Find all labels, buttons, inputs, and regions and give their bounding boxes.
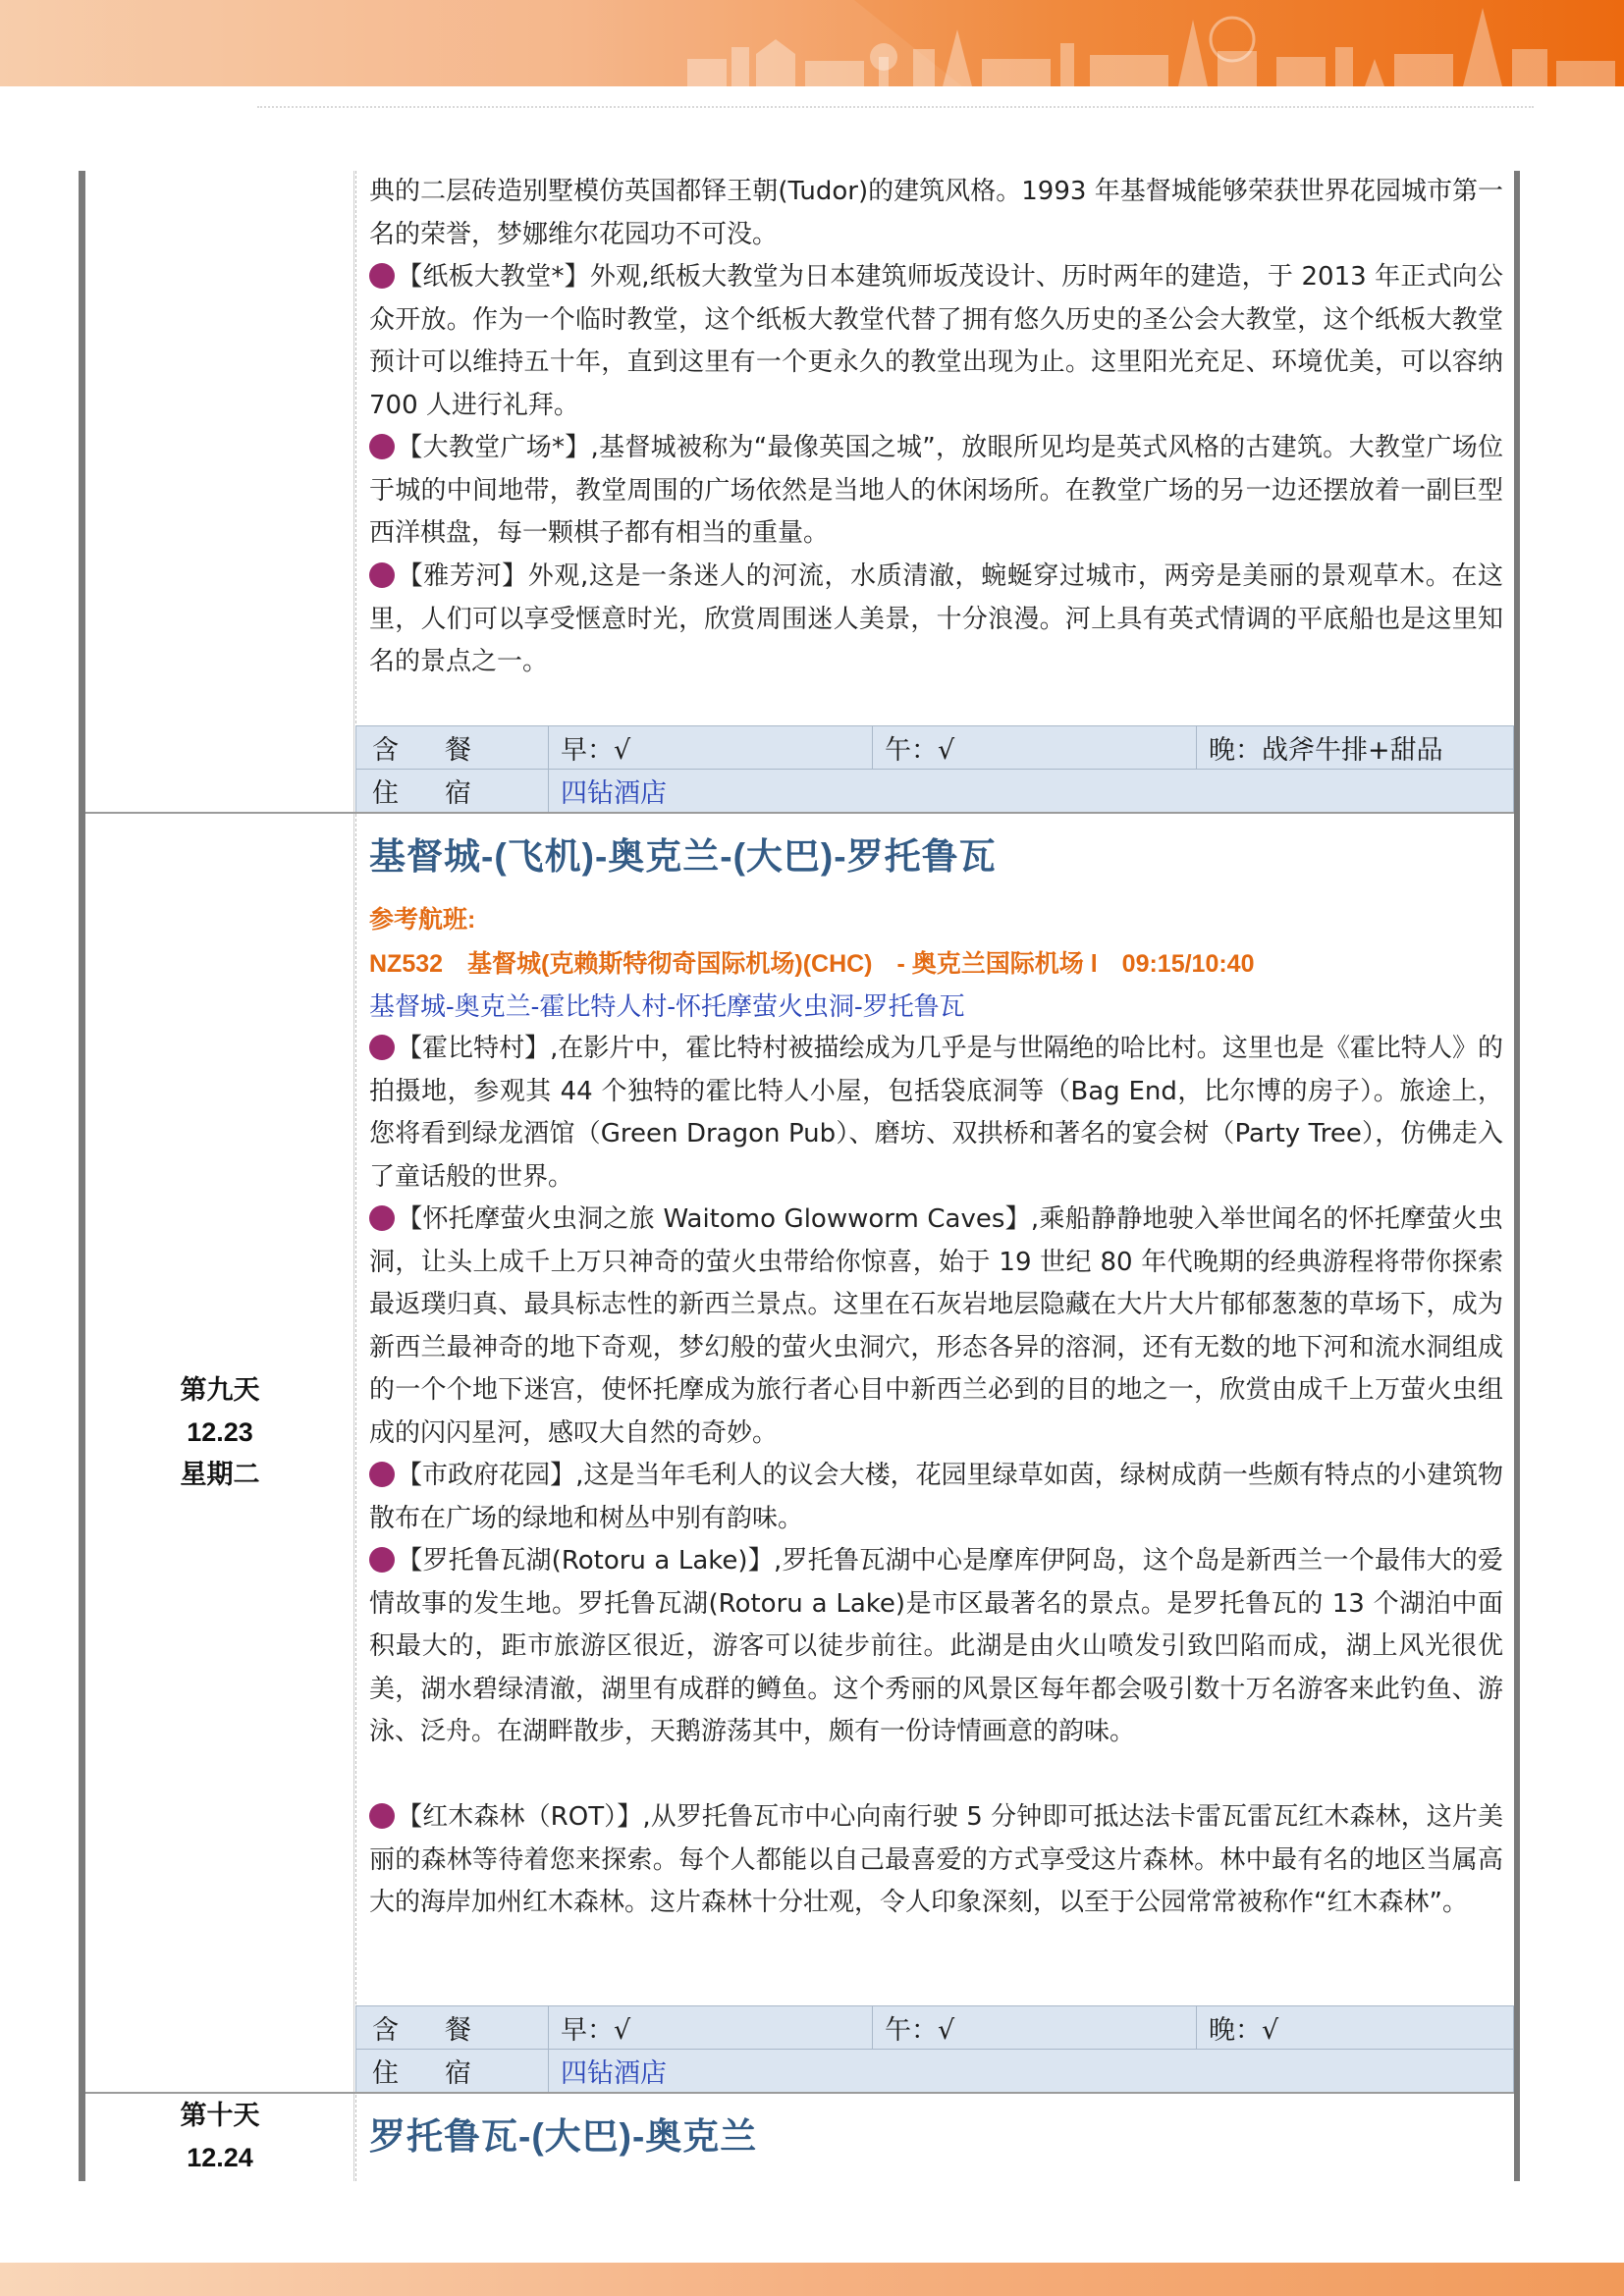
day9-day: 第九天 [180, 1375, 260, 1405]
day8-paragraph-avon-river: 【雅芳河】外观,这是一条迷人的河流，水质清澈，蜿蜒穿过城市，两旁是美丽的景观草木。在这里，人们可以享受惬意时光，欣赏周围迷人美景，十分浪漫。河上具有英式情调的平底船也是这里知名的景点之一。 [369, 561, 1503, 676]
day8-paragraph-cardboard-cathedral: 【纸板大教堂*】外观,纸板大教堂为日本建筑师坂茂设计、历时两年的建造，于 2013 年正式向公众开放。作为一个临时教堂，这个纸板大教堂代替了拥有悠久历史的圣公会大教堂，这个纸板大教堂预计可以维持五十年，直到这里有一个更永久的教堂出现为止。这里阳光充足、环境优美，可以容纳 700 人进行礼拜。 [369, 262, 1503, 420]
breakfast-cell: 早：√ [549, 2006, 873, 2050]
day9-paragraph-government-gardens: 【市政府花园】,这是当年毛利人的议会大楼，花园里绿草如茵，绿树成荫一些颇有特点的小建筑物散布在广场的绿地和树丛中别有韵味。 [369, 1461, 1503, 1533]
hotel-row [356, 770, 1514, 813]
day8-meals-table [355, 725, 1514, 813]
day10-label [85, 2095, 354, 2179]
header-divider [257, 106, 1534, 108]
header-band [0, 0, 1624, 86]
meals-label: 含 餐 [356, 726, 549, 770]
bullet-icon [369, 562, 395, 588]
bullet-icon [369, 1205, 395, 1231]
bullet-icon [369, 1035, 395, 1060]
day9-weekday: 星期二 [180, 1460, 260, 1489]
day10-date: 12.24 [187, 2143, 253, 2172]
bullet-icon [369, 1803, 395, 1829]
day9-route: 基督城-奥克兰-霍比特人村-怀托摩萤火虫洞-罗托鲁瓦 [369, 991, 965, 1021]
lunch-cell: 午：√ [873, 2006, 1197, 2050]
bullet-icon [369, 263, 395, 289]
flight-info: NZ532 基督城(克赖斯特彻奇国际机场)(CHC) - 奥克兰国际机场 l 09:15/10:40 [369, 950, 1255, 978]
day9-paragraph-waitomo: 【怀托摩萤火虫洞之旅 Waitomo Glowworm Caves】,乘船静静地驶入举世闻名的怀托摩萤火虫洞，让头上成千上万只神奇的萤火虫带给你惊喜，始于 19 世纪 80 年代晚期的经典游程将带你探索最返璞归真、最具标志性的新西兰景点。这里在石灰岩地层隐藏在大片大片郁郁葱葱的草场下，成为新西兰最神奇的地下奇观，梦幻般的萤火虫洞穴，形态各异的溶洞，还有无数的地下河和流水洞组成的一个个地下迷宫，使怀托摩成为旅行者心目中新西兰必到的目的地之一，欣赏由成千上万萤火虫组成的闪闪星河，感叹大自然的奇妙。 [369, 1204, 1503, 1448]
meals-label: 含 餐 [356, 2006, 549, 2050]
day9-paragraph-hobbiton: 【霍比特村】,在影片中，霍比特村被描绘成为几乎是与世隔绝的哈比村。这里也是《霍比特人》的拍摄地，参观其 44 个独特的霍比特人小屋，包括袋底洞等（Bag End，比尔博的房子）。旅途上，您将看到绿龙酒馆（Green Dragon Pub）、磨坊、双拱桥和著名的宴会树（Party Tree），仿佛走入了童话般的世界。 [369, 1034, 1503, 1192]
day9-paragraph-lake-rotorua: 【罗托鲁瓦湖(Rotoru a Lake)】,罗托鲁瓦湖中心是摩库伊阿岛，这个岛是新西兰一个最伟大的爱情故事的发生地。罗托鲁瓦湖(Rotoru a Lake)是市区最著名的景点。是罗托鲁瓦的 13 个湖泊中面积最大的，距市旅游区很近，游客可以徒步前往。此湖是由火山喷发引致凹陷而成，湖上风光很优美，湖水碧绿清澈，湖里有成群的鳟鱼。这个秀丽的风景区每年都会吸引数十万名游客来此钓鱼、游泳、泛舟。在湖畔散步，天鹅游荡其中，颇有一份诗情画意的韵味。 [369, 1546, 1503, 1746]
day-row-divider [85, 2092, 1514, 2094]
day9-meals-table [355, 2005, 1514, 2093]
dinner-cell: 晚：战斧牛排+甜品 [1197, 726, 1514, 770]
hotel-label: 住 宿 [356, 770, 549, 813]
dinner-cell: 晚：√ [1197, 2006, 1514, 2050]
day8-paragraph-garden: 典的二层砖造别墅模仿英国都铎王朝(Tudor)的建筑风格。1993 年基督城能够荣获世界花园城市第一名的荣誉，梦娜维尔花园功不可没。 [369, 177, 1503, 249]
lunch-cell: 午：√ [873, 726, 1197, 770]
breakfast-cell: 早：√ [549, 726, 873, 770]
day10-title: 罗托鲁瓦-(大巴)-奥克兰 [369, 2116, 758, 2157]
hotel-value: 四钻酒店 [549, 770, 1514, 813]
day8-paragraph-cathedral-square: 【大教堂广场*】,基督城被称为“最像英国之城”，放眼所见均是英式风格的古建筑。大教堂广场位于城的中间地带，教堂周围的广场依然是当地人的休闲场所。在教堂广场的另一边还摆放着一副巨型西洋棋盘，每一颗棋子都有相当的重量。 [369, 433, 1503, 548]
footer-band [0, 2263, 1624, 2296]
hotel-value: 四钻酒店 [549, 2050, 1514, 2093]
hotel-row [356, 2050, 1514, 2093]
day9-label [85, 1369, 354, 1496]
day9-title: 基督城-(飞机)-奥克兰-(大巴)-罗托鲁瓦 [369, 836, 997, 877]
bullet-icon [369, 1547, 395, 1573]
day9-paragraph-redwoods: 【红木森林（ROT）】,从罗托鲁瓦市中心向南行驶 5 分钟即可抵达法卡雷瓦雷瓦红木森林，这片美丽的森林等待着您来探索。每个人都能以自己最喜爱的方式享受这片森林。林中最有名的地区当属高大的海岸加州红木森林。这片森林十分壮观，令人印象深刻，以至于公园常常被称作“红木森林”。 [369, 1802, 1503, 1917]
day9-date: 12.23 [187, 1417, 253, 1447]
bullet-icon [369, 434, 395, 459]
meals-row [356, 2006, 1514, 2050]
bullet-icon [369, 1462, 395, 1487]
flight-label: 参考航班: [369, 906, 476, 934]
city-skyline-banner [0, 0, 1624, 86]
date-column [85, 171, 354, 2181]
day10-day: 第十天 [180, 2101, 260, 2130]
hotel-label: 住 宿 [356, 2050, 549, 2093]
meals-row [356, 726, 1514, 770]
day-row-divider [85, 812, 1514, 814]
